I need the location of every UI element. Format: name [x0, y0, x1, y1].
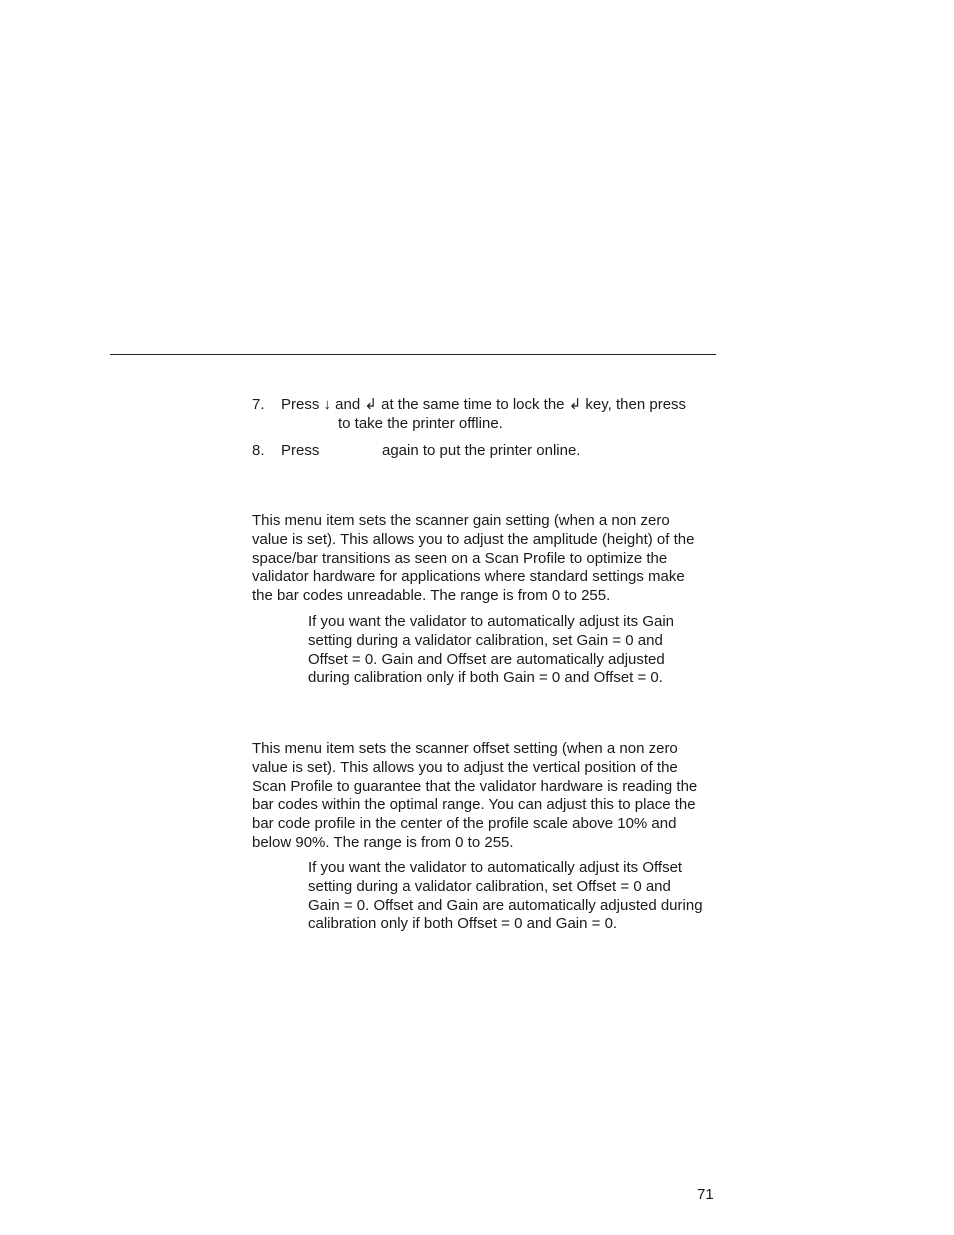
step-number: 8.	[252, 442, 265, 459]
page-number: 71	[697, 1186, 714, 1203]
text-line: the bar codes unreadable. The range is from 0 to 255.	[252, 587, 611, 605]
text-line: space/bar transitions as seen on a Scan Profile to optimize the	[252, 549, 668, 567]
text-line: If you want the validator to automatically adjust its Offset	[308, 859, 683, 876]
offset-note	[308, 859, 703, 934]
text-line: Offset = 0. Gain and Offset are automatically adjusted	[308, 650, 665, 668]
step-text-line-1: Press ↓ and ↲ at the same time to lock the ↲ key, then press	[281, 396, 687, 413]
text-line: This menu item sets the scanner gain setting (when a non zero	[252, 512, 670, 529]
offset-description	[252, 740, 697, 853]
step-text-press: Press	[281, 442, 320, 459]
text-line: calibration only if both Offset = 0 and Gain = 0.	[308, 915, 618, 933]
step-text-line-2: to take the printer offline.	[338, 415, 503, 432]
text-line: setting during a validator calibration, set Gain = 0 and	[308, 631, 663, 649]
gain-description	[252, 512, 694, 606]
text-line: bar code profile in the center of the profile scale above 10% and	[252, 815, 677, 833]
text-line: value is set). This allows you to adjust the amplitude (height) of the	[252, 530, 695, 548]
text-line: value is set). This allows you to adjust the vertical position of the	[252, 758, 678, 776]
gain-note	[308, 613, 674, 688]
text-line: Scan Profile to guarantee that the validator hardware is reading the	[252, 777, 698, 795]
text-line: below 90%. The range is from 0 to 255.	[252, 833, 514, 851]
text-line: during calibration only if both Gain = 0 and Offset = 0.	[308, 669, 663, 687]
text-line: If you want the validator to automatically adjust its Gain	[308, 613, 675, 630]
step-number: 7.	[252, 396, 265, 413]
text-line: Gain = 0. Offset and Gain are automatically adjusted during	[308, 896, 703, 914]
header-rule	[110, 354, 716, 355]
text-line: bar codes within the optimal range. You can adjust this to place the	[252, 796, 696, 814]
step-text-rest: again to put the printer online.	[382, 442, 581, 459]
text-line: validator hardware for applications where standard settings make	[252, 568, 685, 586]
text-line: This menu item sets the scanner offset setting (when a non zero	[252, 740, 678, 757]
text-line: setting during a validator calibration, set Offset = 0 and	[308, 877, 671, 895]
